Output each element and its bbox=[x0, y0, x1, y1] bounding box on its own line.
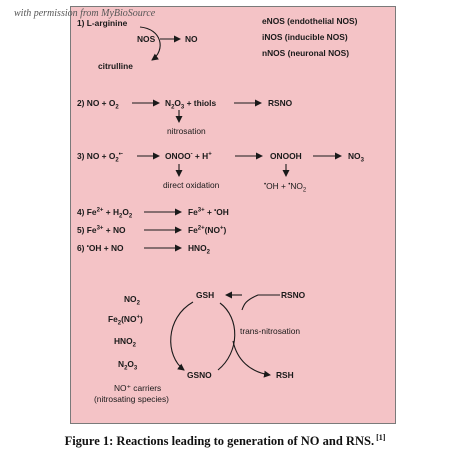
enos-label: eNOS (endothelial NOS) bbox=[262, 16, 358, 26]
reaction5-products: $Fe^{2+}(NO^+)$ bbox=[188, 225, 227, 235]
carriers-subtitle: (nitrosating species) bbox=[94, 394, 169, 404]
caption-reference: [1] bbox=[376, 433, 386, 442]
carrier-iron-nitrosyl: $Fe_2(NO^+)$ bbox=[108, 314, 143, 327]
reaction3-reactants: 3) NO + $O_2^{•-}$ bbox=[77, 151, 123, 164]
reaction3-nitrate: $NO_3$ bbox=[348, 151, 364, 164]
reaction4-reactants: 4) $Fe^{2+} + H_2O_2$ bbox=[77, 207, 133, 220]
nitrosation-label: nitrosation bbox=[167, 126, 206, 136]
carrier-no2: $NO_2$ bbox=[124, 294, 140, 307]
reaction4-products: $Fe^{3+} + ^•OH$ bbox=[188, 207, 229, 217]
reaction5-reactants: 5) $Fe^{3+}$ + NO bbox=[77, 225, 126, 235]
reaction2-product: RSNO bbox=[268, 98, 293, 108]
no-product: NO bbox=[185, 34, 198, 44]
carrier-n2o3: $N_2O_3$ bbox=[118, 359, 138, 372]
cycle-top-connector bbox=[242, 295, 280, 310]
reaction6-product: $HNO_2$ bbox=[188, 243, 210, 256]
trans-nitrosation-label: trans-nitrosation bbox=[240, 326, 301, 336]
caption-text: Figure 1: Reactions leading to generation of NO and RNS. bbox=[64, 434, 375, 448]
reaction3-onooh: ONOOH bbox=[270, 151, 302, 161]
carriers-title: NO⁺ carriers bbox=[114, 383, 162, 393]
cycle-left-arc bbox=[171, 302, 193, 370]
radical-products: $^•OH + ^•NO_2$ bbox=[264, 181, 307, 194]
carrier-hno2: $HNO_2$ bbox=[114, 336, 136, 349]
direct-oxidation-label: direct oxidation bbox=[163, 180, 220, 190]
reaction2-intermediate: $N_2O_3$ + thiols bbox=[165, 98, 217, 111]
gsno-to-rsh-arrow bbox=[233, 341, 270, 375]
watermark: with permission from MyBioSource bbox=[14, 8, 156, 19]
step1-arginine: 1) L-arginine bbox=[77, 18, 128, 28]
cycle-inner-left-arc bbox=[218, 303, 235, 370]
inos-label: iNOS (inducible NOS) bbox=[262, 32, 348, 42]
cycle-rsno: RSNO bbox=[281, 290, 306, 300]
cycle-gsh: GSH bbox=[196, 290, 215, 300]
reaction2-reactants: 2) NO + $O_2$ bbox=[77, 98, 119, 111]
reaction3-peroxynitrite: ONOO- + H+ bbox=[165, 151, 212, 161]
nos-enzyme-label: NOS bbox=[137, 34, 156, 44]
nnos-label: nNOS (neuronal NOS) bbox=[262, 48, 350, 58]
cycle-rsh: RSH bbox=[276, 370, 294, 380]
cycle-gsno: GSNO bbox=[187, 370, 212, 380]
citrulline-label: citrulline bbox=[98, 61, 133, 71]
reaction6-reactants: 6) •OH + NO bbox=[77, 243, 124, 253]
